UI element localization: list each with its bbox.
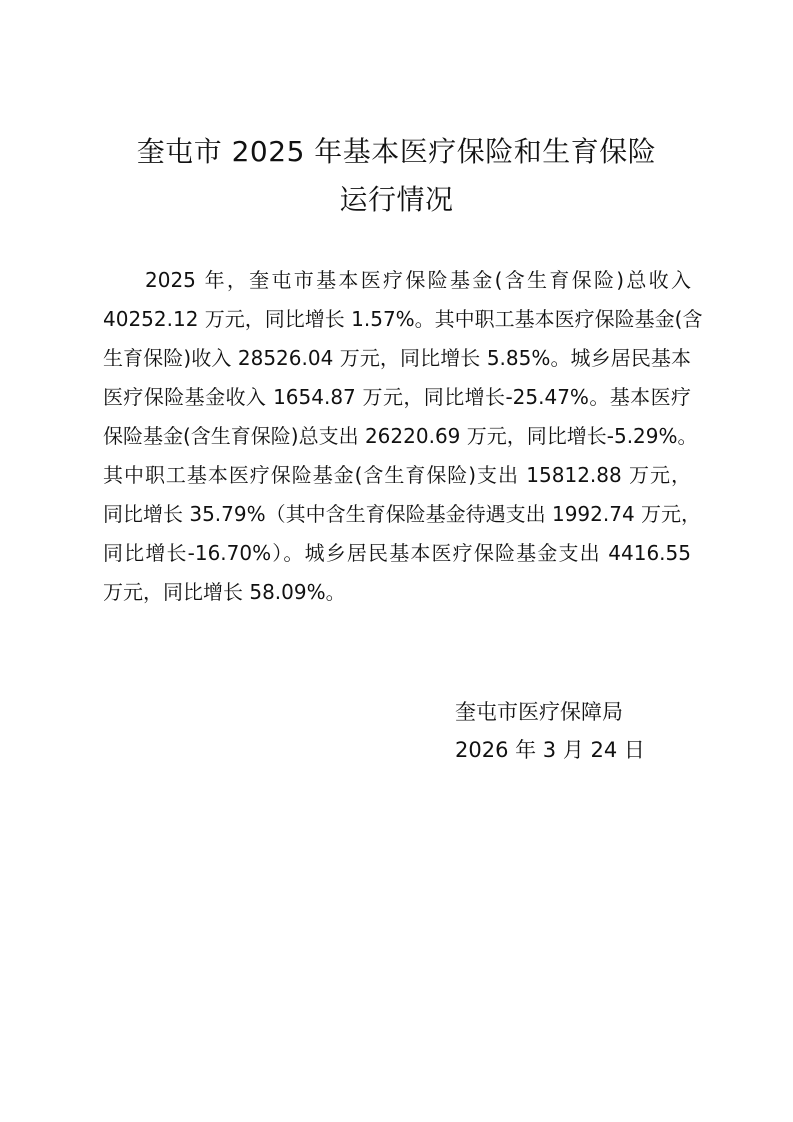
paragraph-line: 40252.12 万元，同比增长 1.57%。其中职工基本医疗保险基金(含 [103, 307, 703, 331]
paragraph-line: 生育保险)收入 28526.04 万元，同比增长 5.85%。城乡居民基本 [103, 346, 691, 370]
signature-date: 2026 年 3 月 24 日 [455, 738, 645, 762]
document-title-line-2: 运行情况 [339, 183, 454, 216]
paragraph-line: 万元，同比增长 58.09%。 [103, 580, 346, 604]
document-title-line-1: 奎屯市 2025 年基本医疗保险和生育保险 [136, 135, 657, 168]
paragraph-line: 2025 年，奎屯市基本医疗保险基金(含生育保险)总收入 [145, 268, 691, 292]
signature-organization: 奎屯市医疗保障局 [455, 700, 623, 724]
paragraph-line: 医疗保险基金收入 1654.87 万元，同比增长-25.47%。基本医疗 [103, 385, 691, 409]
paragraph-line: 同比增长-16.70%）。城乡居民基本医疗保险基金支出 4416.55 [103, 541, 691, 565]
paragraph-line: 其中职工基本医疗保险基金(含生育保险)支出 15812.88 万元， [103, 463, 691, 487]
paragraph-line: 同比增长 35.79%（其中含生育保险基金待遇支出 1992.74 万元， [103, 502, 702, 526]
paragraph-line: 保险基金(含生育保险)总支出 26220.69 万元，同比增长-5.29%。 [103, 424, 698, 448]
